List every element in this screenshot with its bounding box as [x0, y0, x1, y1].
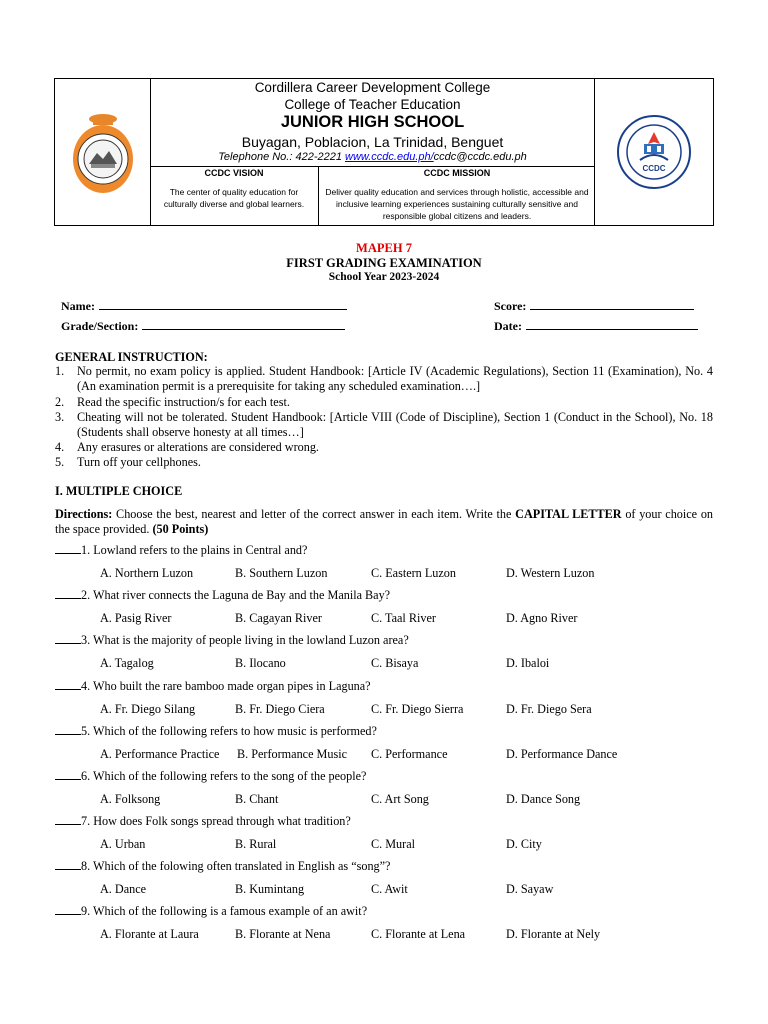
directions-text: Choose the best, nearest and letter of the correct answer in each item. Write the: [112, 507, 516, 521]
header-table: [54, 78, 714, 226]
department-name: College of Teacher Education: [284, 97, 461, 112]
answer-blank[interactable]: [55, 859, 81, 870]
answer-blank[interactable]: [55, 814, 81, 825]
vision-title: CCDC VISION: [204, 168, 264, 178]
question: [55, 814, 351, 829]
vision-cell: [150, 166, 319, 225]
question: [55, 904, 367, 919]
question: [55, 859, 390, 874]
answer-blank[interactable]: [55, 633, 81, 644]
section-heading: I. MULTIPLE CHOICE: [55, 484, 183, 498]
question-text: 6. Which of the following refers to the song of the people?: [81, 769, 367, 783]
instruction-number: 2.: [55, 395, 65, 409]
mission-cell: [319, 166, 595, 225]
seal-label: CCDC: [642, 164, 666, 173]
instruction-number: 1.: [55, 364, 65, 378]
question-text: 2. What river connects the Laguna de Bay and the Manila Bay?: [81, 588, 391, 602]
question: [55, 543, 307, 558]
directions-emphasis: CAPITAL LETTER: [515, 507, 622, 521]
score-field: [494, 299, 694, 314]
option: D. Agno River: [506, 611, 578, 625]
option: B. Chant: [235, 792, 279, 806]
question-text: 1. Lowland refers to the plains in Central and?: [81, 543, 308, 557]
question-text: 4. Who built the rare bamboo made organ pipes in Laguna?: [81, 679, 371, 693]
school-name: JUNIOR HIGH SCHOOL: [280, 113, 465, 131]
option: A. Tagalog: [100, 656, 154, 670]
instruction-item: Read the specific instruction/s for each test.: [77, 395, 290, 409]
question-text: 7. How does Folk songs spread through what tradition?: [81, 814, 351, 828]
option: D. Performance Dance: [506, 747, 618, 761]
right-logo-cell: [594, 79, 713, 225]
date-blank[interactable]: [526, 319, 698, 330]
question: [55, 769, 366, 784]
answer-blank[interactable]: [55, 904, 81, 915]
school-address: Buyagan, Poblacion, La Trinidad, Benguet: [241, 134, 504, 150]
instruction-item: No permit, no exam policy is applied. Student Handbook: [Article IV (Academic Regulations), Section 11 (Examination), No. 4 (An examination permit is a prerequisite for taking any scheduled examination….]: [77, 364, 713, 394]
option: C. Fr. Diego Sierra: [371, 702, 464, 716]
option: C. Taal River: [371, 611, 436, 625]
instructions-heading: GENERAL INSTRUCTION:: [55, 350, 208, 364]
name-label: Name:: [61, 299, 95, 313]
option: A. Urban: [100, 837, 146, 851]
question: [55, 633, 409, 648]
option: B. Cagayan River: [235, 611, 322, 625]
question: [55, 588, 390, 603]
answer-blank[interactable]: [55, 588, 81, 599]
instruction-number: 3.: [55, 410, 65, 424]
answer-blank[interactable]: [55, 769, 81, 780]
question: [55, 724, 377, 739]
option: D. Fr. Diego Sera: [506, 702, 592, 716]
grade-field: [61, 319, 345, 334]
option: D. Sayaw: [506, 882, 554, 896]
college-name: Cordillera Career Development College: [254, 80, 491, 95]
question: [55, 679, 371, 694]
email: ccdc@ccdc.edu.ph: [433, 151, 527, 163]
telephone: Telephone No.: 422-2221: [218, 151, 346, 163]
option: C. Performance: [371, 747, 448, 761]
question-text: 5. Which of the following refers to how music is performed?: [81, 724, 377, 738]
option: C. Eastern Luzon: [371, 566, 456, 580]
option: D. City: [506, 837, 542, 851]
option: B. Kumintang: [235, 882, 305, 896]
option: B. Ilocano: [235, 656, 286, 670]
option: C. Mural: [371, 837, 416, 851]
option: B. Florante at Nena: [235, 927, 331, 941]
option: A. Northern Luzon: [100, 566, 194, 580]
option: C. Art Song: [371, 792, 429, 806]
option: D. Florante at Nely: [506, 927, 601, 941]
option: A. Florante at Laura: [100, 927, 199, 941]
score-blank[interactable]: [530, 299, 694, 310]
contact-line: [150, 151, 595, 163]
option: A. Fr. Diego Silang: [100, 702, 196, 716]
grade-blank[interactable]: [142, 319, 345, 330]
instruction-item: Any erasures or alterations are considered wrong.: [77, 440, 319, 454]
instruction-item: Turn off your cellphones.: [77, 455, 201, 469]
answer-blank[interactable]: [55, 543, 81, 554]
header-center: [150, 79, 595, 225]
option: A. Performance Practice: [100, 747, 220, 761]
name-field: [61, 299, 347, 314]
option: C. Awit: [371, 882, 408, 896]
option: C. Bisaya: [371, 656, 419, 670]
score-label: Score:: [494, 299, 527, 313]
option: D. Dance Song: [506, 792, 581, 806]
name-blank[interactable]: [99, 299, 347, 310]
option: D. Western Luzon: [506, 566, 595, 580]
answer-blank[interactable]: [55, 679, 81, 690]
instruction-number: 5.: [55, 455, 65, 469]
date-field: [494, 319, 698, 334]
question-text: 9. Which of the following is a famous example of an awit?: [81, 904, 368, 918]
date-label: Date:: [494, 319, 522, 333]
section-directions: [55, 507, 713, 537]
school-year: School Year 2023-2024: [328, 271, 440, 283]
option: B. Rural: [235, 837, 277, 851]
grade-label: Grade/Section:: [61, 319, 139, 333]
college-seal-icon: [71, 109, 135, 195]
vision-text: The center of quality education for culturally diverse and global learners.: [163, 187, 305, 209]
directions-points: (50 Points): [152, 522, 209, 537]
website-link[interactable]: www.ccdc.edu.ph/: [345, 151, 434, 163]
option: C. Florante at Lena: [371, 927, 466, 941]
instruction-number: 4.: [55, 440, 65, 454]
option: B. Performance Music: [237, 747, 347, 761]
question-text: 3. What is the majority of people living in the lowland Luzon area?: [81, 633, 409, 647]
ccdc-seal-icon: [616, 114, 692, 190]
option: A. Pasig River: [100, 611, 172, 625]
mission-title: CCDC MISSION: [423, 168, 491, 178]
directions-label: Directions:: [55, 507, 113, 521]
question-text: 8. Which of the folowing often translated in English as “song”?: [81, 859, 391, 873]
option: B. Southern Luzon: [235, 566, 328, 580]
left-logo-cell: [55, 79, 151, 225]
option: A. Dance: [100, 882, 147, 896]
option: B. Fr. Diego Ciera: [235, 702, 325, 716]
mission-text: Deliver quality education and services through holistic, accessible and inclusive learning experiences sustaining culturally sensitive and responsible global citizens and leaders.: [325, 187, 589, 221]
answer-blank[interactable]: [55, 724, 81, 735]
option: A. Folksong: [100, 792, 161, 806]
exam-subject: MAPEH 7: [356, 241, 412, 255]
instruction-item: Cheating will not be tolerated. Student Handbook: [Article VIII (Code of Discipline), Section 1 (Conduct in the School), No. 18 (Students shall observe honesty at all times…]: [77, 410, 713, 440]
directions-text-2: of your choice on the space provided.: [55, 507, 714, 537]
option: D. Ibaloi: [506, 656, 550, 670]
exam-title: FIRST GRADING EXAMINATION: [286, 256, 482, 270]
